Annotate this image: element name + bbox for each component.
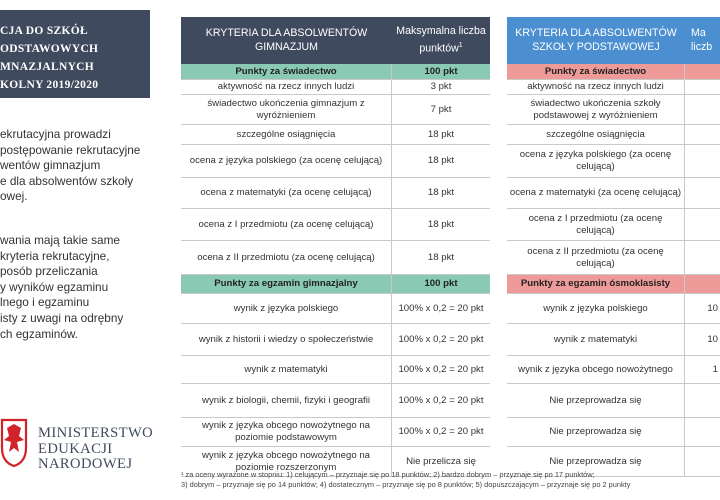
criterion-cell: aktywność na rzecz innych ludzi bbox=[181, 80, 392, 95]
criterion-cell: świadectwo ukończenia szkoły podstawowej z wyróżnieniem bbox=[507, 95, 685, 125]
column-header-criteria: KRYTERIA DLA ABSOLWENTÓW SZKOŁY PODSTAWOWEJ bbox=[507, 17, 685, 64]
criterion-cell: Punkty za egzamin gimnazjalny bbox=[181, 275, 392, 294]
table-row bbox=[507, 356, 720, 384]
table-row bbox=[507, 209, 720, 241]
points-cell: 100% x 0,2 = 20 pkt bbox=[392, 384, 490, 418]
criterion-cell: ocena z II przedmiotu (za ocenę celującą) bbox=[181, 241, 392, 275]
criterion-cell: Nie przeprowadza się bbox=[507, 447, 685, 477]
table-row bbox=[181, 418, 490, 447]
table-row bbox=[181, 275, 490, 294]
title-line: ODSTAWOWYCH bbox=[0, 43, 99, 55]
intro-line: lnego i egzaminu bbox=[0, 295, 90, 310]
title-line: MNAZJALNYCH bbox=[0, 61, 95, 73]
criteria-table-podstawowa bbox=[507, 17, 720, 477]
points-cell bbox=[685, 80, 720, 95]
criterion-cell: wynik z matematyki bbox=[507, 324, 685, 356]
criterion-cell: wynik z historii i wiedzy o społeczeństwie bbox=[181, 324, 392, 356]
points-cell: 100 pkt bbox=[392, 64, 490, 80]
points-cell bbox=[685, 241, 720, 275]
criterion-cell: ocena z II przedmiotu (za ocenę celującą) bbox=[507, 241, 685, 275]
intro-line: ekrutacyjna prowadzi bbox=[0, 127, 111, 141]
footnote-line: 3) dobrym – przyznaje się po 14 punktów; 4) dostatecznym – przyznaje się po 8 punktów; 5) dopuszczającym – przyznaje się po 2 punkty bbox=[181, 480, 631, 489]
points-cell: 7 pkt bbox=[392, 95, 490, 125]
points-cell: 100% x 0,2 = 20 pkt bbox=[392, 294, 490, 324]
criterion-cell: wynik z matematyki bbox=[181, 356, 392, 384]
points-cell: 18 pkt bbox=[392, 125, 490, 145]
ministry-name bbox=[38, 426, 153, 473]
ministry-line: MINISTERSTWO bbox=[38, 425, 154, 441]
ministry-line: NARODOWEJ bbox=[38, 456, 133, 472]
points-cell: 18 pkt bbox=[392, 145, 490, 178]
points-cell bbox=[685, 384, 720, 418]
points-cell: 18 pkt bbox=[392, 241, 490, 275]
points-cell: 100% x 0,2 = 20 pkt bbox=[392, 356, 490, 384]
criterion-cell: ocena z języka polskiego (za ocenę celującą) bbox=[181, 145, 392, 178]
points-cell bbox=[685, 178, 720, 209]
ministry-line: EDUKACJI bbox=[38, 440, 113, 457]
criterion-cell: ocena z I przedmiotu (za ocenę celującą) bbox=[181, 209, 392, 241]
criteria-table-gimnazjum bbox=[181, 17, 490, 477]
criterion-cell: Punkty za świadectwo bbox=[507, 64, 685, 80]
criterion-cell: ocena z języka polskiego (za ocenę celującą) bbox=[507, 145, 685, 178]
table-header-row bbox=[507, 17, 720, 64]
table-row bbox=[507, 80, 720, 95]
criterion-cell: ocena z matematyki (za ocenę celującą) bbox=[507, 178, 685, 209]
intro-line: owej. bbox=[0, 189, 28, 204]
table-row bbox=[507, 324, 720, 356]
criterion-cell: Punkty za świadectwo bbox=[181, 64, 392, 80]
criterion-cell: ocena z matematyki (za ocenę celującą) bbox=[181, 178, 392, 209]
table-row bbox=[181, 294, 490, 324]
table-row bbox=[181, 384, 490, 418]
column-header-criteria: KRYTERIA DLA ABSOLWENTÓW GIMNAZJUM bbox=[181, 17, 392, 64]
intro-line: wentów gimnazjum bbox=[0, 158, 101, 173]
title-box bbox=[0, 10, 150, 98]
column-header-max-points: Maksymalna liczba punktów$^1$ bbox=[392, 17, 490, 64]
criterion-cell: wynik z języka polskiego bbox=[507, 294, 685, 324]
criterion-cell: wynik z języka obcego nowożytnego na poziomie rozszerzonym bbox=[181, 447, 392, 477]
points-cell: 1 bbox=[685, 356, 720, 384]
table-row bbox=[507, 418, 720, 447]
points-cell bbox=[685, 64, 720, 80]
intro-paragraph-1 bbox=[0, 127, 170, 205]
criterion-cell: wynik z biologii, chemii, fizyki i geografii bbox=[181, 384, 392, 418]
points-cell: 100% x 0,2 = 20 pkt bbox=[392, 418, 490, 447]
table-row bbox=[181, 324, 490, 356]
points-cell: 10 bbox=[685, 324, 720, 356]
table-row bbox=[181, 209, 490, 241]
footnote-line: ¹ za oceny wyrażone w stopniu: 1) celującym – przyznaje się po 18 punktów; 2) bardzo dobrym – przyznaje się po 17 punktów; bbox=[181, 470, 595, 479]
intro-line: ch egzaminów. bbox=[0, 326, 79, 341]
points-cell bbox=[685, 125, 720, 145]
intro-line: posób przeliczania bbox=[0, 264, 98, 279]
points-cell bbox=[685, 209, 720, 241]
criterion-cell: Punkty za egzamin ósmoklasisty bbox=[507, 275, 685, 294]
table-row bbox=[181, 145, 490, 178]
table-row bbox=[507, 178, 720, 209]
table-row bbox=[181, 178, 490, 209]
points-cell bbox=[685, 418, 720, 447]
table-row bbox=[181, 356, 490, 384]
table-row bbox=[507, 125, 720, 145]
intro-line: isty z uwagi na odrębny bbox=[0, 310, 124, 325]
criterion-cell: ocena z I przedmiotu (za ocenę celującą) bbox=[507, 209, 685, 241]
criterion-cell: wynik z języka obcego nowożytnego na poziomie podstawowym bbox=[181, 418, 392, 447]
points-cell: Nie przelicza się bbox=[392, 447, 490, 477]
points-cell: 3 pkt bbox=[392, 80, 490, 95]
table-row bbox=[181, 64, 490, 80]
points-cell: 18 pkt bbox=[392, 209, 490, 241]
eagle-emblem-icon bbox=[0, 418, 30, 468]
intro-paragraph-2 bbox=[0, 233, 170, 342]
intro-line: postępowanie rekrutacyjne bbox=[0, 142, 141, 157]
footnote bbox=[181, 470, 711, 490]
intro-line: e dla absolwentów szkoły bbox=[0, 173, 134, 188]
criterion-cell: wynik z języka obcego nowożytnego bbox=[507, 356, 685, 384]
intro-line: y wyników egzaminu bbox=[0, 279, 109, 294]
points-cell: 100 pkt bbox=[392, 275, 490, 294]
points-cell: 18 pkt bbox=[392, 178, 490, 209]
table-header-row bbox=[181, 17, 490, 64]
table-row bbox=[507, 241, 720, 275]
column-header-max-points: Ma liczb bbox=[685, 17, 720, 64]
points-cell bbox=[685, 145, 720, 178]
criterion-cell: Nie przeprowadza się bbox=[507, 384, 685, 418]
table-row bbox=[507, 384, 720, 418]
criterion-cell: aktywność na rzecz innych ludzi bbox=[507, 80, 685, 95]
table-row bbox=[507, 95, 720, 125]
table-row bbox=[181, 95, 490, 125]
table-row bbox=[181, 125, 490, 145]
points-cell bbox=[685, 95, 720, 125]
criterion-cell: wynik z języka polskiego bbox=[181, 294, 392, 324]
table-row bbox=[507, 64, 720, 80]
criterion-cell: szczególne osiągnięcia bbox=[181, 125, 392, 145]
points-cell bbox=[685, 275, 720, 294]
table-row bbox=[507, 275, 720, 294]
points-cell: 100% x 0,2 = 20 pkt bbox=[392, 324, 490, 356]
title-line: CJA DO SZKÓŁ bbox=[0, 25, 88, 37]
criterion-cell: szczególne osiągnięcia bbox=[507, 125, 685, 145]
table-row bbox=[507, 294, 720, 324]
points-cell: 10 bbox=[685, 294, 720, 324]
title-line: KOLNY 2019/2020 bbox=[0, 79, 99, 91]
criterion-cell: Nie przeprowadza się bbox=[507, 418, 685, 447]
table-row bbox=[181, 241, 490, 275]
table-row bbox=[507, 145, 720, 178]
intro-line: wania mają takie same bbox=[0, 233, 120, 247]
table-row bbox=[181, 80, 490, 95]
intro-line: kryteria rekrutacyjne, bbox=[0, 248, 110, 263]
criterion-cell: świadectwo ukończenia gimnazjum z wyróżnieniem bbox=[181, 95, 392, 125]
